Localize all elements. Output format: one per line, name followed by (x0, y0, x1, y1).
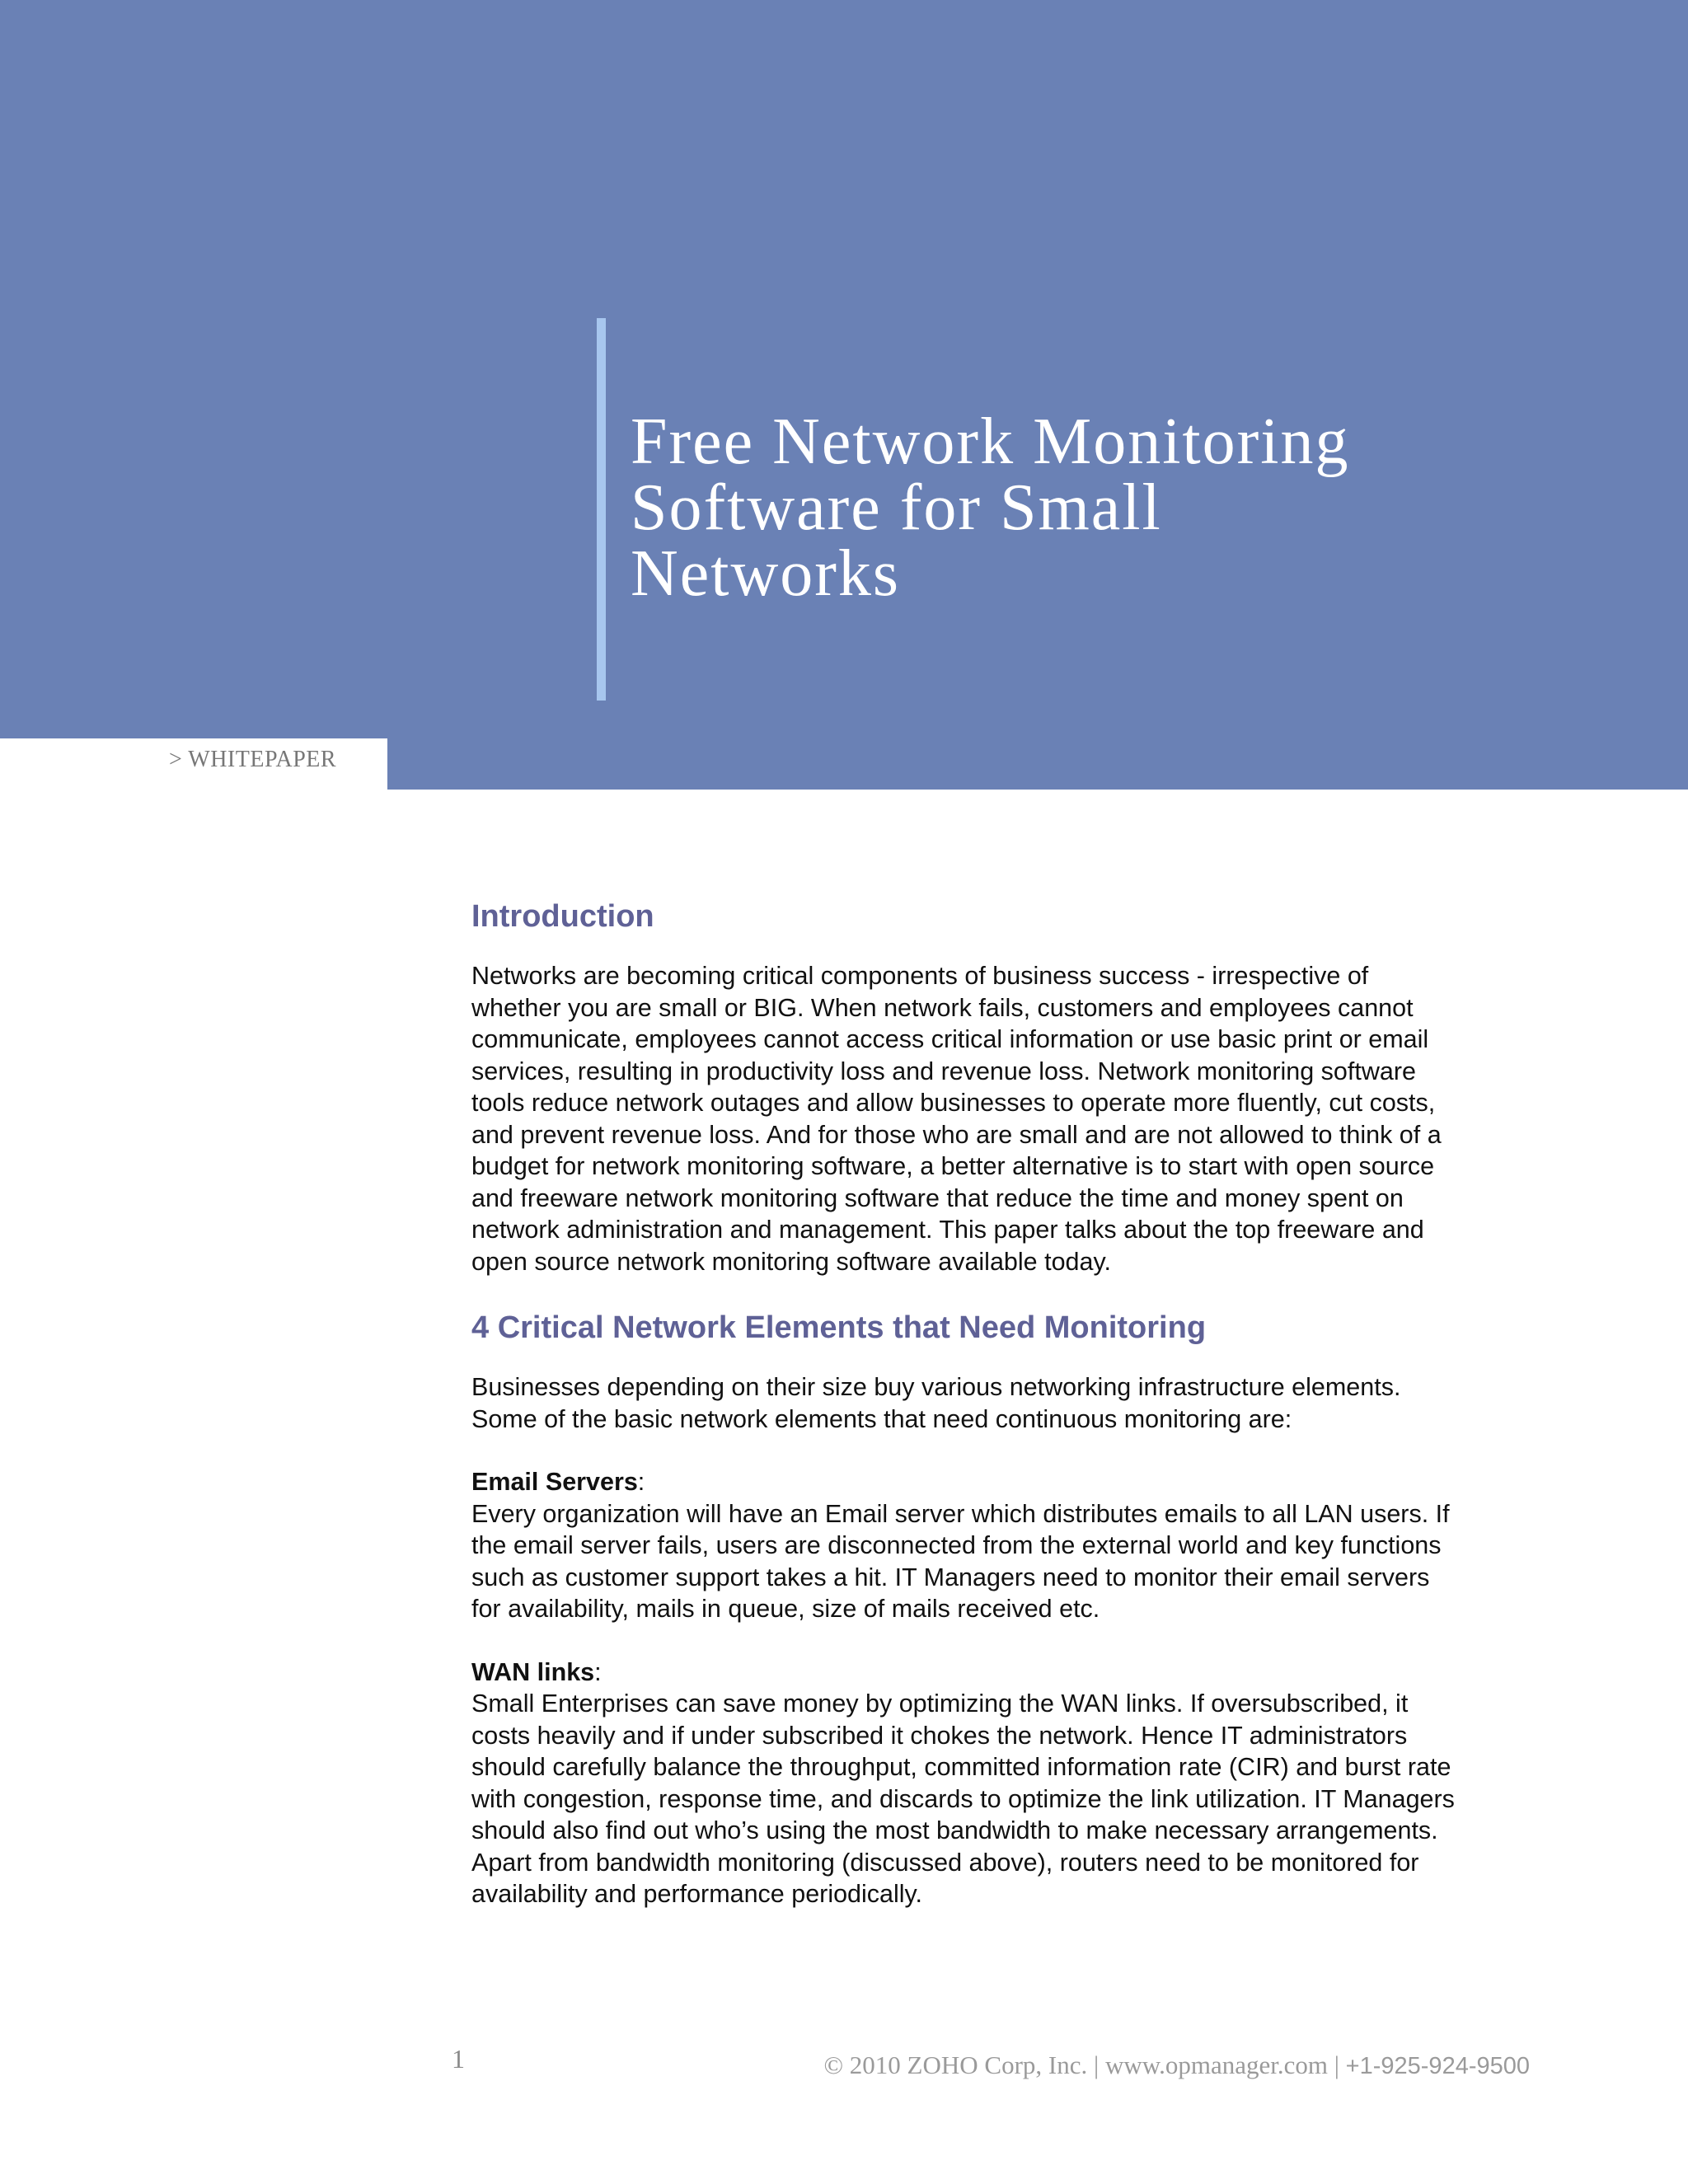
title-line: Free Network Monitoring (631, 405, 1350, 478)
label-colon: : (637, 1468, 645, 1496)
footer-copyright (824, 2050, 1531, 2080)
text-line: tools reduce network outages and allow businesses to operate more fluently, cut costs, (471, 1089, 1436, 1117)
text-line: and freeware network monitoring software that reduce the time and money spent on (471, 1183, 1404, 1212)
label-colon: : (594, 1657, 602, 1686)
main-content (471, 894, 1559, 1910)
document-title (631, 405, 1603, 610)
text-line: with congestion, response time, and discards to optimize the link utilization. IT Managers (471, 1784, 1455, 1813)
footer-copyright-text: © 2010 ZOHO Corp, Inc. | www.opmanager.com | (823, 2050, 1346, 2079)
footer-phone: +1-925-924-9500 (1345, 2053, 1530, 2079)
wan-links-section (471, 1657, 1559, 1910)
text-line: whether you are small or BIG. When network fails, customers and employees cannot (471, 993, 1414, 1022)
text-line: Networks are becoming critical components of business success - irrespective of (471, 962, 1369, 990)
header-banner (0, 0, 1688, 790)
intro-heading: Introduction (471, 899, 654, 934)
title-line: Networks (631, 537, 901, 610)
intro-paragraph (471, 960, 1559, 1277)
text-line: Small Enterprises can save money by optimizing the WAN links. If oversubscribed, it (471, 1690, 1409, 1718)
email-servers-title (471, 1466, 1559, 1498)
text-line: should carefully balance the throughput, committed information rate (CIR) and burst rate (471, 1753, 1451, 1781)
text-line: availability and performance periodically. (471, 1880, 923, 1908)
email-servers-label: Email Servers (471, 1468, 638, 1496)
text-line: the email server fails, users are disconnected from the external world and key functions (471, 1531, 1442, 1559)
title-line: Software for Small (631, 471, 1162, 544)
text-line: services, resulting in productivity loss and revenue loss. Network monitoring software (471, 1057, 1416, 1085)
text-line: Apart from bandwidth monitoring (discussed above), routers need to be monitored for (471, 1848, 1419, 1877)
text-line: network administration and management. This paper talks about the top freeware and (471, 1216, 1424, 1244)
whitepaper-label: > WHITEPAPER (169, 747, 337, 772)
text-line: costs heavily and if under subscribed it chokes the network. Hence IT administrators (471, 1721, 1408, 1750)
text-line: communicate, employees cannot access critical information or use basic print or email (471, 1025, 1429, 1053)
wan-links-title (471, 1657, 1559, 1689)
critical-elements-heading: 4 Critical Network Elements that Need Monitoring (471, 1310, 1207, 1345)
text-line: and prevent revenue loss. And for those who are small and are not allowed to think of a (471, 1120, 1442, 1149)
text-line: Businesses depending on their size buy various networking infrastructure elements. (471, 1373, 1401, 1401)
critical-elements-paragraph (471, 1371, 1559, 1435)
text-line: Some of the basic network elements that need continuous monitoring are: (471, 1404, 1292, 1433)
text-line: open source network monitoring software available today. (471, 1247, 1111, 1276)
text-line: Every organization will have an Email server which distributes emails to all LAN users. If (471, 1499, 1450, 1528)
page-number: 1 (452, 2044, 465, 2074)
text-line: for availability, mails in queue, size of mails received etc. (471, 1595, 1100, 1623)
text-line: should also find out who’s using the most bandwidth to make necessary arrangements. (471, 1816, 1438, 1844)
text-line: budget for network monitoring software, a better alternative is to start with open source (471, 1152, 1435, 1180)
email-servers-section (471, 1466, 1559, 1625)
text-line: such as customer support takes a hit. IT Managers need to monitor their email servers (471, 1563, 1430, 1591)
wan-links-label: WAN links (471, 1657, 595, 1686)
title-accent-bar (597, 318, 606, 701)
